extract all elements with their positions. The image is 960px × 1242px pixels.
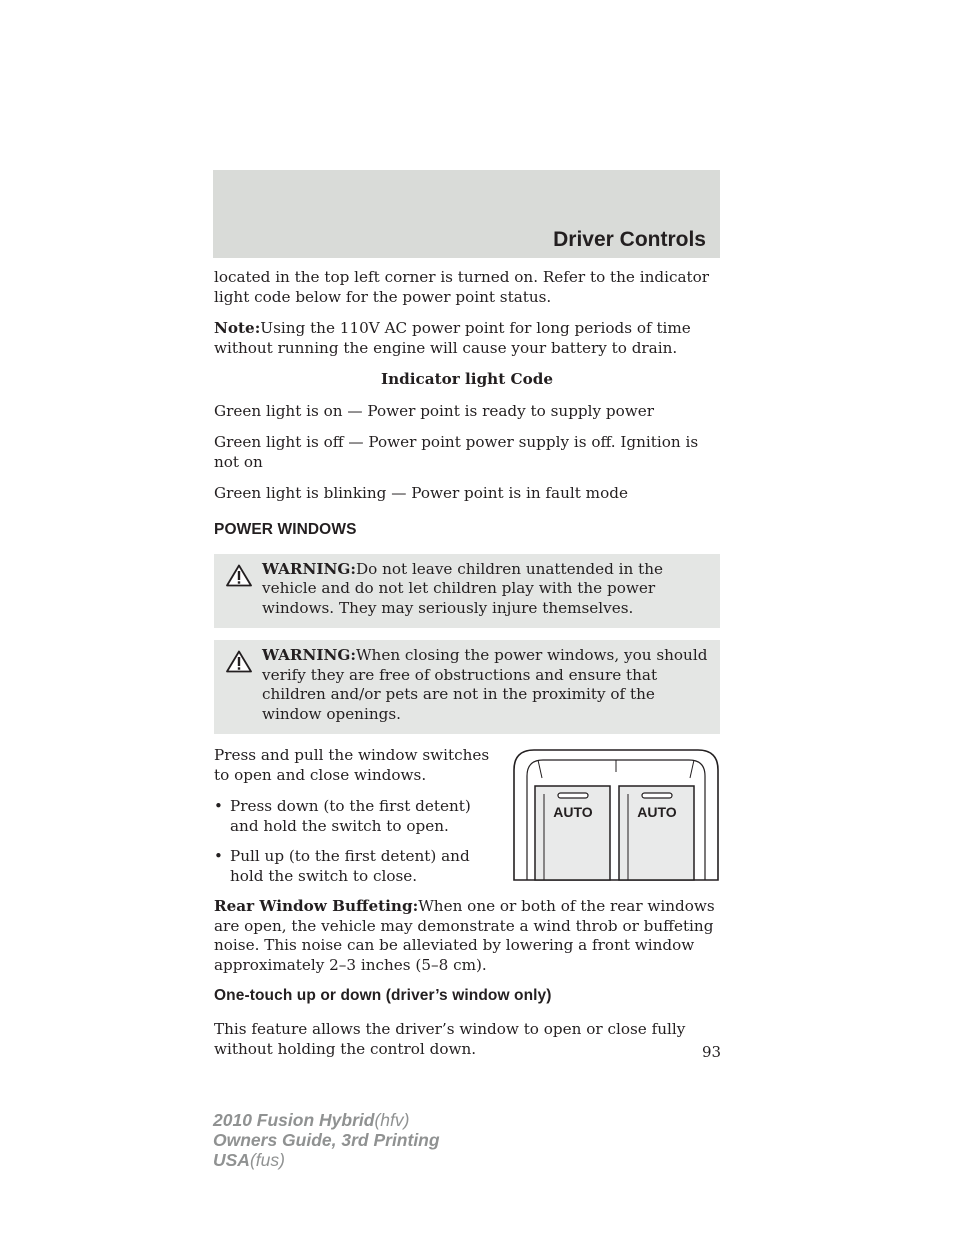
window-switch-illustration [512,746,720,884]
note-text: Using the 110V AC power point for long periods of time without running the engine will cause your battery to drain. [214,319,691,357]
warning-triangle-icon [226,650,252,673]
window-switch-section [214,746,720,886]
switch-instructions [214,746,504,886]
note-label: Note: [214,319,261,337]
one-touch-text: This feature allows the driver’s window to open or close fully without holding the control down. [214,1020,686,1058]
indicator-line-blinking: Green light is blinking — Power point is in fault mode [214,484,628,502]
warning-box-obstructions [214,640,720,734]
bullet-icon: • [214,797,223,815]
warning-body: When closing the power windows, you should verify they are free of obstructions and ensure that children and/or pets are not in the proximity of the window openings. [262,646,708,723]
warning-body: Do not leave children unattended in the vehicle and do not let children play with the power windows. They may seriously injure themselves. [262,559,664,617]
warning-box-children [214,554,720,629]
list-item [214,847,504,886]
intro-paragraph: located in the top left corner is turned on. Refer to the indicator light code below for the power point status. [214,268,710,306]
warning-text-obstructions [214,646,712,724]
indicator-line-on: Green light is on — Power point is ready to supply power [214,401,655,420]
switch-instructions-text: Press and pull the window switches to open and close windows. [214,746,490,784]
footer-model: 2010 Fusion Hybrid [213,1110,375,1130]
footer-line-2: Owners Guide, 3rd Printing [213,1130,440,1150]
footer-market-code: (fus) [249,1150,285,1170]
rear-buffeting-label: Rear Window Buffeting: [214,897,419,915]
footer-line-3 [213,1150,440,1170]
footer-line-1 [213,1110,440,1130]
indicator-line-off: Green light is off — Power point power supply is off. Ignition is not on [214,433,699,471]
warning-label: WARNING: [262,646,356,664]
warning-triangle-icon [226,564,252,587]
rear-buffeting-paragraph [214,897,720,975]
note-paragraph [214,319,720,358]
page-content [214,268,720,1071]
bullet-text: Pull up (to the first detent) and hold the switch to close. [230,847,470,885]
footer-model-code: (hfv) [374,1110,410,1130]
power-windows-heading: POWER WINDOWS [214,520,357,538]
footer-print-info [213,1110,440,1170]
bullet-text: Press down (to the first detent) and hold the switch to open. [230,797,471,835]
section-header-band [213,170,720,258]
page-number: 93 [702,1043,722,1061]
footer-market: USA [213,1150,250,1170]
section-title: Driver Controls [553,228,706,251]
indicator-title: Indicator light Code [380,370,554,388]
list-item [214,797,504,836]
bullet-icon: • [214,847,223,865]
warning-text-children [214,560,712,619]
warning-label: WARNING: [262,559,356,578]
rear-buffeting-text: When one or both of the rear windows are open, the vehicle may demonstrate a wind throb or buffeting noise. This noise can be alleviated by lowering a front window approximately 2–3 inches (5–8 cm). [214,897,715,974]
one-touch-heading: One-touch up or down (driver’s window only) [214,987,552,1004]
switch-label-left: AUTO [553,804,593,820]
switch-label-right: AUTO [637,804,677,820]
